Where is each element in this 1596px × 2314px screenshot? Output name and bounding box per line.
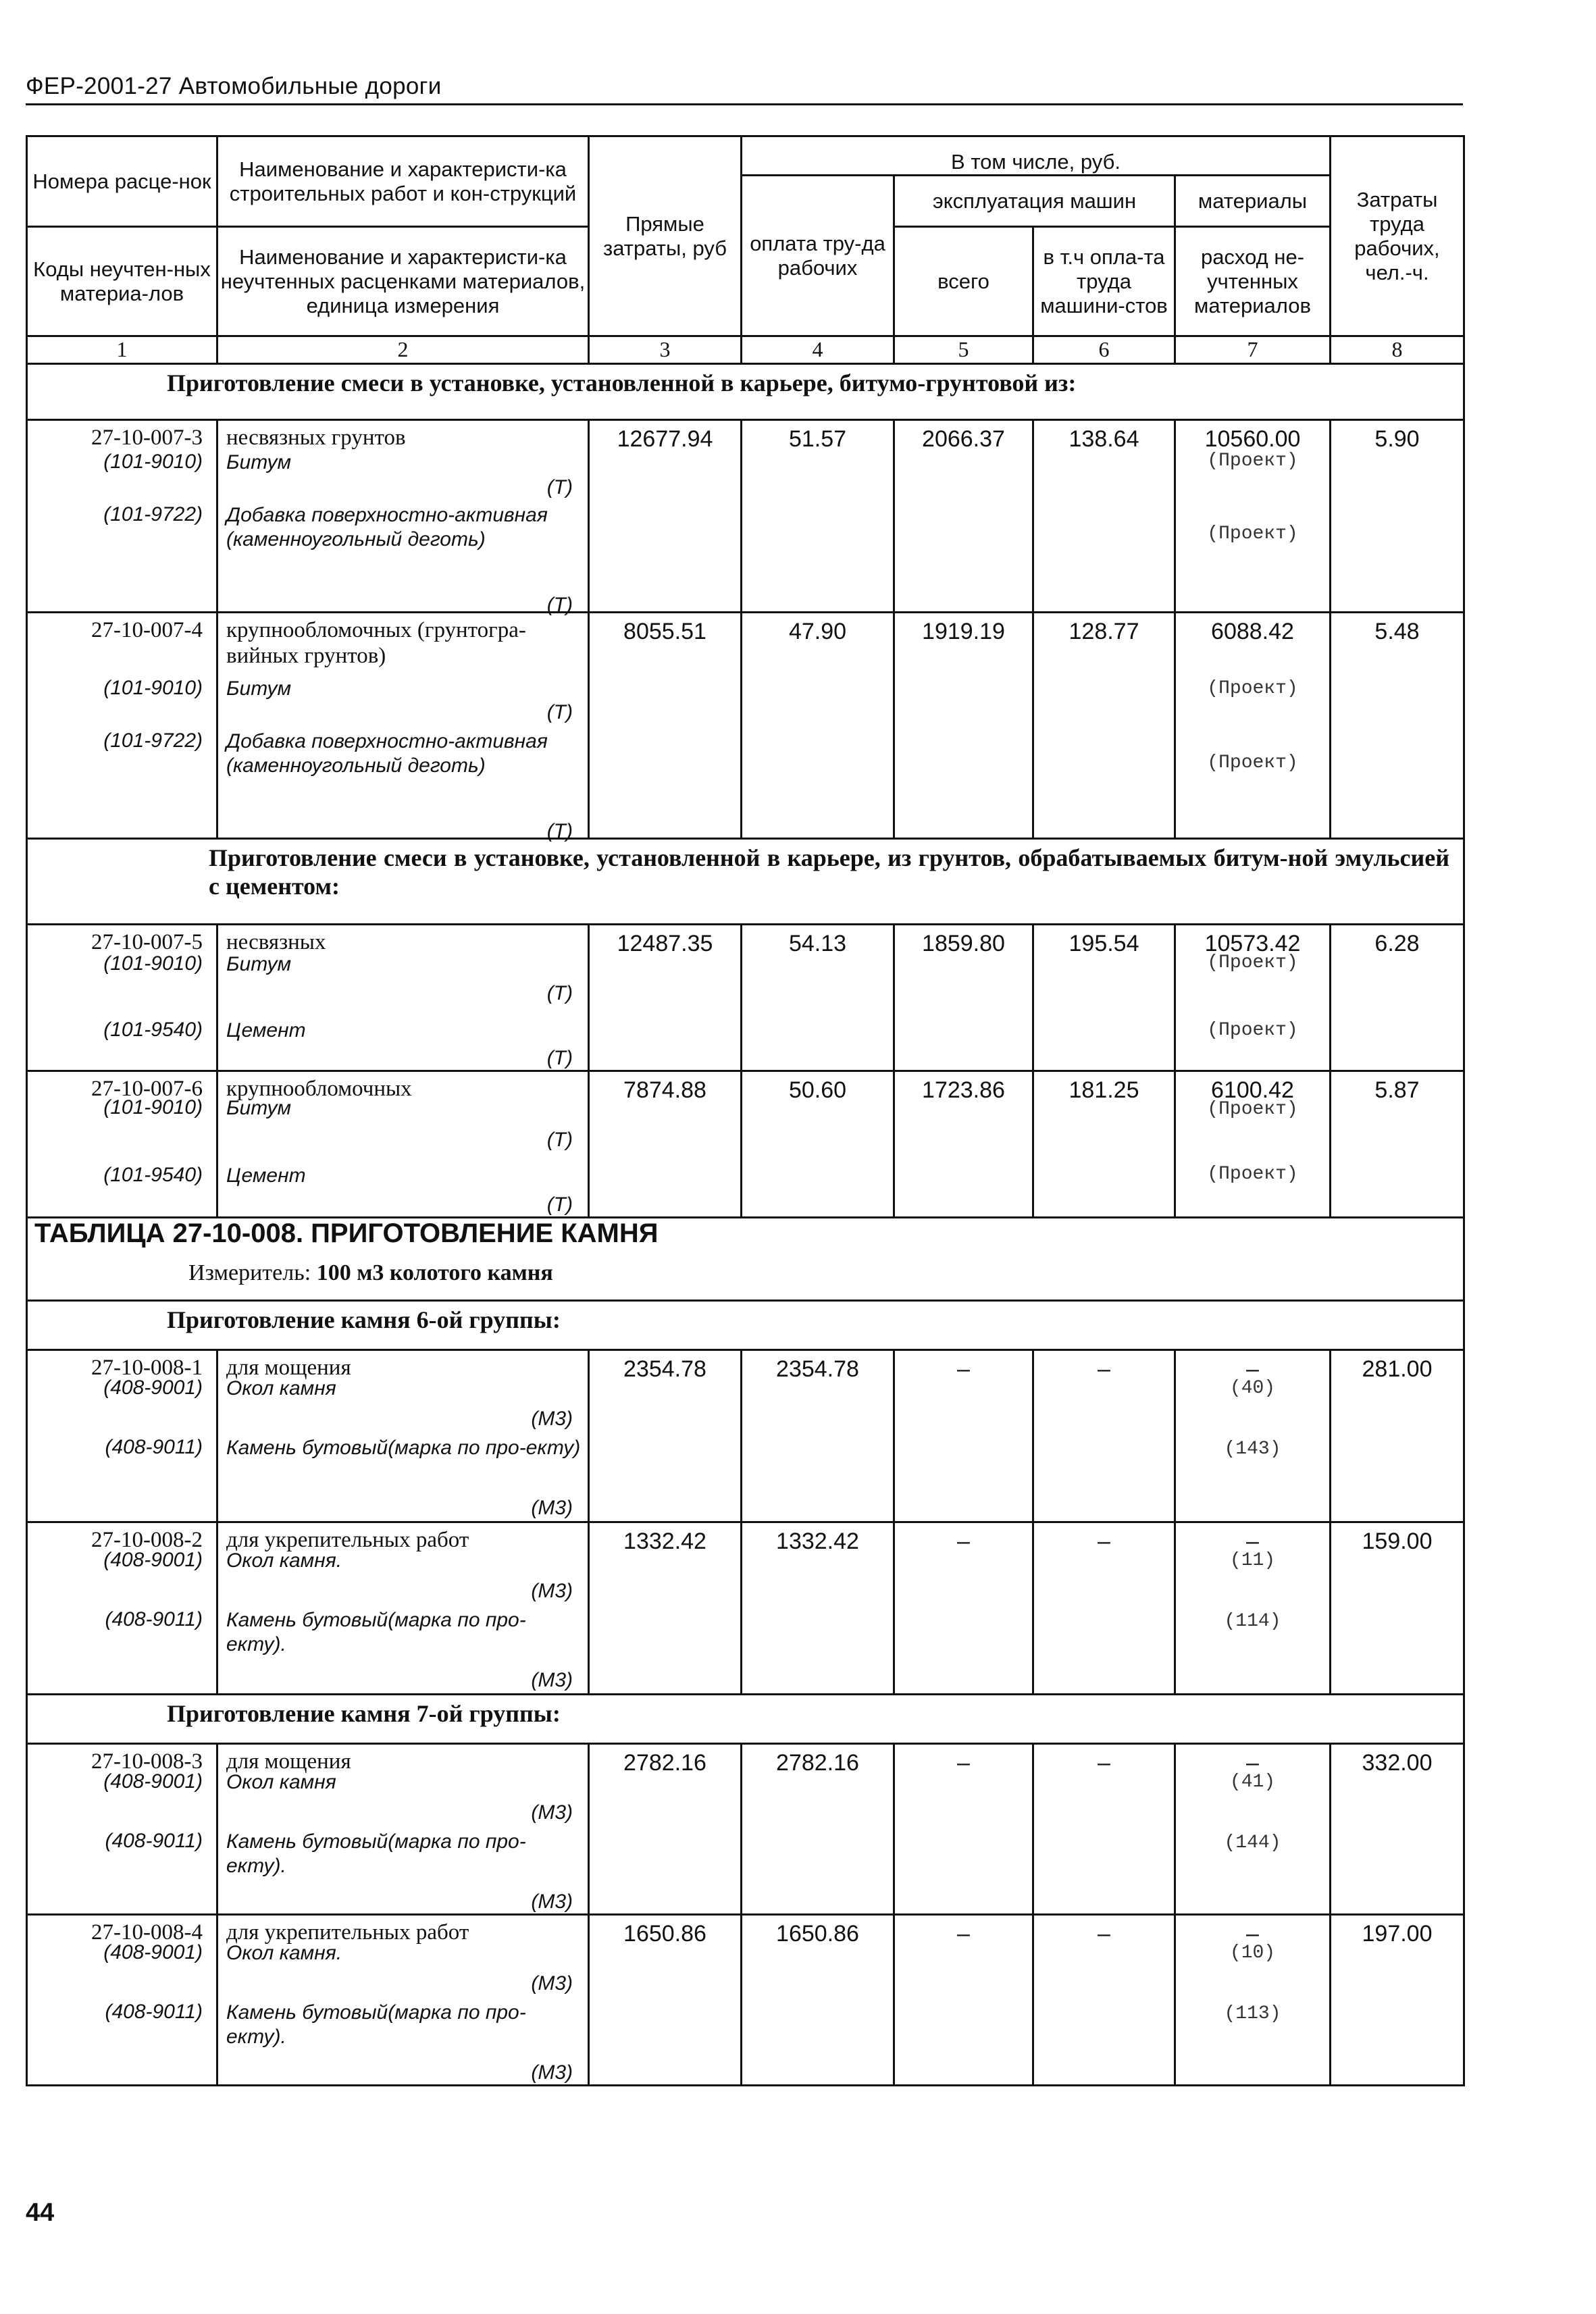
material-unit: (М3) [531, 1669, 573, 1691]
material-usage: (10) [1229, 1943, 1276, 1963]
col-number: 5 [894, 336, 1033, 364]
materials-cell [1175, 1071, 1331, 1218]
materials-cost: – [1246, 1356, 1259, 1382]
rate-row [27, 1915, 1464, 2086]
header-materials: материалы [1175, 176, 1331, 227]
rate-code-cell [27, 1522, 217, 1695]
materials-cost: 6100.42 [1211, 1077, 1294, 1103]
direct-cost-cell [589, 925, 742, 1071]
rate-row [27, 1350, 1464, 1522]
material-unit: (Т) [546, 820, 573, 842]
direct-cost: 7874.88 [623, 1077, 706, 1103]
machinist-wages: 128.77 [1069, 619, 1139, 644]
materials-cell [1175, 1522, 1331, 1695]
rate-name-cell [217, 613, 589, 842]
material-usage: (113) [1224, 2003, 1281, 2024]
material-usage: (Проект) [1207, 952, 1298, 973]
material-usage: (144) [1224, 1832, 1281, 1853]
materials-cost: 6088.42 [1211, 619, 1294, 644]
col-number: 4 [742, 336, 894, 364]
col-number: 7 [1175, 336, 1331, 364]
section-heading: Приготовление камня 6-ой группы: [167, 1306, 561, 1333]
material-unit: (М3) [531, 1580, 573, 1602]
header-col3: Прямые затраты, руб [589, 136, 742, 336]
header-col1-bottom: Коды неучтен-ных материа-лов [27, 227, 217, 336]
labor-hours: 197.00 [1362, 1921, 1433, 1947]
col-number: 2 [217, 336, 589, 364]
header-col6: в т.ч опла-та труда машини-стов [1033, 227, 1175, 336]
header-col1-top: Номера расце-нок [27, 136, 217, 227]
wages-cost: 51.57 [788, 426, 847, 452]
rate-code: 27-10-007-5 [91, 930, 203, 954]
material-usage: (Проект) [1207, 1164, 1298, 1185]
material-usage: (Проект) [1207, 752, 1298, 773]
machines-cost: – [957, 1356, 970, 1382]
header-incl: В том числе, руб. [742, 136, 1331, 176]
material-usage: (40) [1229, 1378, 1276, 1399]
rate-row [27, 613, 1464, 839]
direct-cost: 1332.42 [623, 1528, 706, 1554]
running-head: ФЕР-2001-27 Автомобильные дороги [26, 73, 442, 99]
material-usage: (Проект) [1207, 451, 1298, 471]
col-number: 8 [1331, 336, 1464, 364]
materials-cost: – [1246, 1750, 1259, 1776]
header-col8: Затраты труда рабочих, чел.-ч. [1331, 136, 1464, 336]
material-code: (408-9001) [103, 1941, 203, 1963]
material-code: (408-9011) [105, 2001, 203, 2023]
rate-name-cell [217, 1744, 589, 1915]
material-unit: (Т) [546, 1193, 573, 1216]
direct-cost-cell [589, 1915, 742, 2086]
direct-cost-cell [589, 1071, 742, 1218]
direct-cost-cell [589, 420, 742, 613]
column-numbers-row [27, 336, 1464, 364]
machines-cost-cell [894, 1744, 1033, 1915]
wages-cost-cell [742, 420, 894, 613]
material-usage: (Проект) [1207, 523, 1298, 544]
rate-name: для укрепительных работ [226, 1920, 469, 1945]
material-code: (101-9010) [103, 952, 203, 975]
rate-code-cell [27, 1744, 217, 1915]
material-usage: (Проект) [1207, 678, 1298, 699]
rate-name: крупнообломочных (грунтогра-вийных грунтов) [226, 618, 526, 668]
material-usage: (114) [1224, 1611, 1281, 1632]
rate-name: крупнообломочных [226, 1077, 412, 1101]
rate-code: 27-10-008-3 [91, 1749, 203, 1774]
material-unit: (Т) [546, 982, 573, 1004]
machines-cost-cell [894, 925, 1033, 1071]
direct-cost: 2354.78 [623, 1356, 706, 1382]
materials-cell [1175, 420, 1331, 613]
machines-cost-cell [894, 1915, 1033, 2086]
rate-code: 27-10-008-1 [91, 1356, 203, 1380]
material-name: Окол камня [226, 1771, 336, 1793]
wages-cost: 2354.78 [776, 1356, 859, 1382]
rate-row [27, 925, 1464, 1071]
machinist-wages-cell [1033, 1071, 1175, 1218]
rate-code-cell [27, 925, 217, 1071]
material-code: (101-9010) [103, 1096, 203, 1119]
section-heading: Приготовление смеси в установке, установленной в карьере, из грунтов, обрабатываемых битум-ной эмульсией с цементом: [209, 844, 1449, 900]
material-unit: (Т) [546, 1129, 573, 1151]
wages-cost-cell [742, 1350, 894, 1522]
labor-hours: 6.28 [1374, 931, 1420, 956]
labor-hours: 332.00 [1362, 1750, 1433, 1776]
material-name: Добавка поверхностно-активная (каменноугольный деготь) [226, 504, 548, 550]
estimate-table [26, 135, 1465, 2086]
rate-code-cell [27, 613, 217, 839]
labor-cell [1331, 1071, 1464, 1218]
materials-cost: – [1246, 1528, 1259, 1554]
materials-cost: – [1246, 1921, 1259, 1947]
rate-name: для мощения [226, 1749, 351, 1774]
machinist-wages: – [1098, 1750, 1110, 1776]
machines-cost: 1723.86 [922, 1077, 1005, 1103]
wages-cost-cell [742, 1522, 894, 1695]
material-name: Камень бутовый(марка по про-екту). [226, 1830, 526, 1877]
machinist-wages-cell [1033, 1744, 1175, 1915]
rate-code-cell [27, 1915, 217, 2086]
header-rule [26, 103, 1463, 105]
material-name: Битум [226, 451, 292, 473]
material-name: Окол камня. [226, 1942, 342, 1964]
machines-cost: 2066.37 [922, 426, 1005, 452]
rate-code: 27-10-007-3 [91, 426, 203, 450]
material-unit: (М3) [531, 1801, 573, 1824]
material-code: (101-9722) [103, 729, 203, 752]
machines-cost-cell [894, 1071, 1033, 1218]
rate-code-cell [27, 420, 217, 613]
measure-line [28, 1260, 1463, 1286]
labor-hours: 5.87 [1374, 1077, 1420, 1103]
material-unit: (Т) [546, 701, 573, 723]
rate-code-cell [27, 1350, 217, 1522]
materials-cell [1175, 1744, 1331, 1915]
header-col2-bottom: Наименование и характеристи-ка неучтенных расценками материалов, единица измерения [217, 227, 589, 336]
rate-row [27, 1522, 1464, 1695]
material-unit: (Т) [546, 476, 573, 498]
machinist-wages-cell [1033, 925, 1175, 1071]
material-name: Камень бутовый(марка по про-екту) [226, 1437, 581, 1459]
machines-cost-cell [894, 1522, 1033, 1695]
machinist-wages: 195.54 [1069, 931, 1139, 956]
wages-cost: 1332.42 [776, 1528, 859, 1554]
material-usage: (143) [1224, 1439, 1281, 1460]
wages-cost: 2782.16 [776, 1750, 859, 1776]
material-code: (101-9010) [103, 451, 203, 473]
material-unit: (М3) [531, 1408, 573, 1430]
header-col2-top: Наименование и характеристи-ка строительных работ и кон-струкций [217, 136, 589, 227]
material-code: (101-9722) [103, 503, 203, 525]
labor-cell [1331, 420, 1464, 613]
rate-name: несвязных [226, 930, 326, 954]
materials-cost: 10560.00 [1204, 426, 1301, 452]
rate-row [27, 420, 1464, 613]
wages-cost: 54.13 [788, 931, 847, 956]
wages-cost-cell [742, 925, 894, 1071]
material-name: Цемент [226, 1164, 306, 1187]
direct-cost: 12677.94 [617, 426, 713, 452]
machinist-wages-cell [1033, 1522, 1175, 1695]
material-name: Окол камня [226, 1377, 336, 1399]
machines-cost: – [957, 1528, 970, 1554]
rate-name-cell [217, 1915, 589, 2086]
material-name: Битум [226, 677, 292, 700]
labor-hours: 281.00 [1362, 1356, 1433, 1382]
direct-cost: 1650.86 [623, 1921, 706, 1947]
material-name: Цемент [226, 1019, 306, 1042]
material-code: (101-9540) [103, 1019, 203, 1041]
material-name: Битум [226, 1097, 292, 1119]
labor-hours: 5.90 [1374, 426, 1420, 452]
material-usage: (Проект) [1207, 1099, 1298, 1120]
machinist-wages: – [1098, 1356, 1110, 1382]
wages-cost-cell [742, 613, 894, 839]
materials-cell [1175, 613, 1331, 839]
wages-cost-cell [742, 1915, 894, 2086]
material-code: (408-9011) [105, 1436, 203, 1458]
direct-cost: 8055.51 [623, 619, 706, 644]
material-code: (408-9011) [105, 1830, 203, 1852]
header-col7: расход не-учтенных материалов [1175, 227, 1331, 336]
col-number: 6 [1033, 336, 1175, 364]
machines-cost: – [957, 1750, 970, 1776]
materials-cost: 10573.42 [1204, 931, 1301, 956]
col-number: 1 [27, 336, 217, 364]
section-heading: Приготовление смеси в установке, установленной в карьере, битумо-грунтовой из: [167, 369, 1077, 396]
machinist-wages-cell [1033, 613, 1175, 839]
labor-cell [1331, 1744, 1464, 1915]
material-code: (408-9001) [103, 1549, 203, 1571]
wages-cost: 47.90 [788, 619, 847, 644]
wages-cost-cell [742, 1071, 894, 1218]
machinist-wages: – [1098, 1528, 1110, 1554]
material-name: Добавка поверхностно-активная (каменноугольный деготь) [226, 730, 548, 777]
labor-hours: 159.00 [1362, 1528, 1433, 1554]
header-col4: оплата тру-да рабочих [742, 176, 894, 336]
header-col5: всего [894, 227, 1033, 336]
materials-cell [1175, 1350, 1331, 1522]
rate-name-cell [217, 1522, 589, 1695]
rate-name-cell [217, 420, 589, 616]
material-usage: (11) [1229, 1550, 1276, 1571]
rate-code: 27-10-008-2 [91, 1528, 203, 1552]
material-code: (408-9001) [103, 1770, 203, 1793]
direct-cost-cell [589, 1522, 742, 1695]
material-name: Окол камня. [226, 1549, 342, 1572]
material-code: (408-9011) [105, 1608, 203, 1630]
wages-cost-cell [742, 1744, 894, 1915]
machinist-wages-cell [1033, 420, 1175, 613]
material-name: Камень бутовый(марка по про-екту). [226, 1609, 526, 1655]
material-name: Камень бутовый(марка по про-екту). [226, 2001, 526, 2048]
rate-name-cell [217, 925, 589, 1071]
col-number: 3 [589, 336, 742, 364]
rate-name: для укрепительных работ [226, 1528, 469, 1552]
material-unit: (М3) [531, 1497, 573, 1519]
direct-cost-cell [589, 613, 742, 839]
rate-row [27, 1071, 1464, 1218]
labor-hours: 5.48 [1374, 619, 1420, 644]
machinist-wages: – [1098, 1921, 1110, 1947]
machines-cost: – [957, 1921, 970, 1947]
measure-value: 100 м3 колотого камня [316, 1260, 553, 1285]
machines-cost-cell [894, 420, 1033, 613]
header-machines: эксплуатация машин [894, 176, 1175, 227]
material-code: (408-9001) [103, 1377, 203, 1399]
rate-row [27, 1744, 1464, 1915]
rate-name-cell [217, 1350, 589, 1522]
machines-cost-cell [894, 613, 1033, 839]
labor-cell [1331, 1915, 1464, 2086]
machinist-wages: 181.25 [1069, 1077, 1139, 1103]
machines-cost-cell [894, 1350, 1033, 1522]
rate-name: для мощения [226, 1356, 351, 1380]
material-usage: (41) [1229, 1772, 1276, 1793]
rate-code-cell [27, 1071, 217, 1218]
wages-cost: 50.60 [788, 1077, 847, 1103]
material-name: Битум [226, 953, 292, 975]
material-code: (101-9010) [103, 677, 203, 699]
page-number: 44 [26, 2199, 55, 2227]
rate-code: 27-10-008-4 [91, 1920, 203, 1945]
machines-cost: 1919.19 [922, 619, 1005, 644]
material-unit: (М3) [531, 1891, 573, 1913]
material-unit: (Т) [546, 1047, 573, 1069]
material-unit: (М3) [531, 1972, 573, 1995]
labor-cell [1331, 613, 1464, 839]
wages-cost: 1650.86 [776, 1921, 859, 1947]
machinist-wages: 138.64 [1069, 426, 1139, 452]
labor-cell [1331, 1350, 1464, 1522]
machinist-wages-cell [1033, 1350, 1175, 1522]
machinist-wages-cell [1033, 1915, 1175, 2086]
rate-name-cell [217, 1071, 589, 1218]
material-unit: (Т) [546, 594, 573, 616]
section-heading: Приготовление камня 7-ой группы: [167, 1700, 561, 1727]
material-usage: (Проект) [1207, 1020, 1298, 1041]
rate-code: 27-10-007-6 [91, 1077, 203, 1101]
direct-cost: 12487.35 [617, 931, 713, 956]
direct-cost: 2782.16 [623, 1750, 706, 1776]
material-unit: (М3) [531, 2061, 573, 2084]
machines-cost: 1859.80 [922, 931, 1005, 956]
direct-cost-cell [589, 1744, 742, 1915]
labor-cell [1331, 925, 1464, 1071]
labor-cell [1331, 1522, 1464, 1695]
materials-cell [1175, 925, 1331, 1071]
measure-label: Измеритель: [188, 1260, 311, 1285]
materials-cell [1175, 1915, 1331, 2086]
direct-cost-cell [589, 1350, 742, 1522]
rate-name: несвязных грунтов [226, 426, 406, 450]
material-code: (101-9540) [103, 1164, 203, 1186]
rate-code: 27-10-007-4 [91, 618, 203, 642]
table-title: ТАБЛИЦА 27-10-008. ПРИГОТОВЛЕНИЕ КАМНЯ [34, 1218, 659, 1248]
